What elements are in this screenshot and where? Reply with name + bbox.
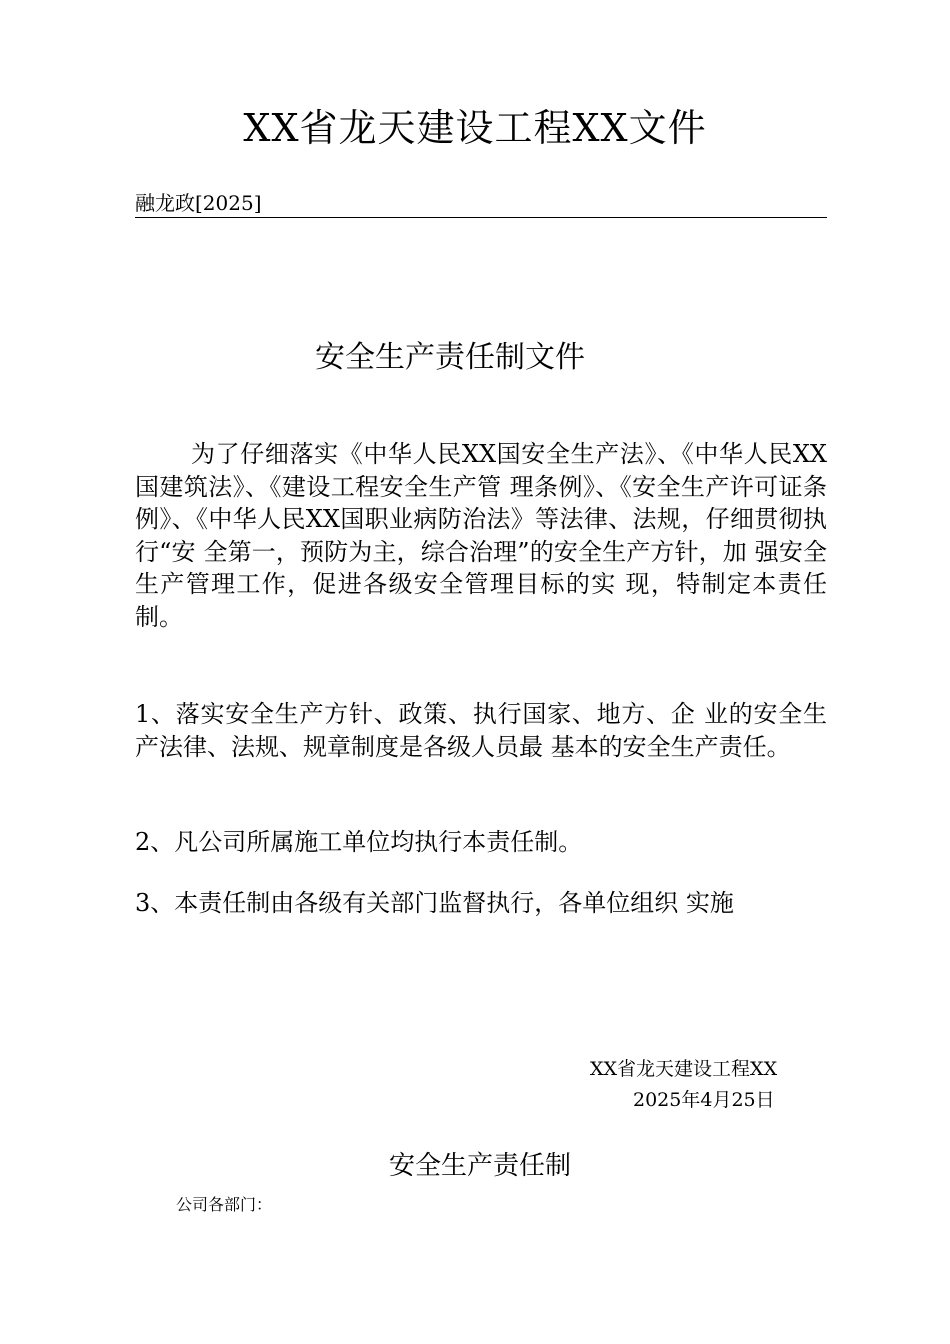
salutation: 公司各部门： [176, 1195, 273, 1214]
signature-company: XX省龙天建设工程XX [590, 1058, 778, 1080]
clause-3: 3、本责任制由各级有关部门监督执行，各单位组织 实施 [135, 889, 734, 917]
clause-1: 1、落实安全生产方针、政策、执行国家、地方、企 业的安全生 产法律、法规、规章制度是各级人员最 基本的安全生产责任。 [135, 700, 827, 761]
signature-date: 2025年4月25日 [633, 1089, 775, 1111]
section-title: 安全生产责任制 [388, 1151, 571, 1181]
header-divider [135, 217, 827, 218]
document-title: 安全生产责任制文件 [315, 340, 585, 375]
header-title: XX省龙天建设工程XX文件 [243, 106, 707, 150]
intro-paragraph: 为了仔细落实《中华人民XX国安全生产法》、《中华人民XX国建筑法》、《建设工程安全生产管 理条例》、《安全生产许可证条例》、《中华人民XX国职业病防治法》等法律、法规，仔细贯彻执行“安 全第一，预防为主，综合治理”的安全生产方针，加 强安全生产管理工作，促进各级安全管理目标的实 现，特制定本责任制。 [135, 440, 827, 631]
clause-2: 2、凡公司所属施工单位均执行本责任制。 [135, 828, 583, 856]
document-number: 融龙政[2025] [135, 191, 262, 215]
